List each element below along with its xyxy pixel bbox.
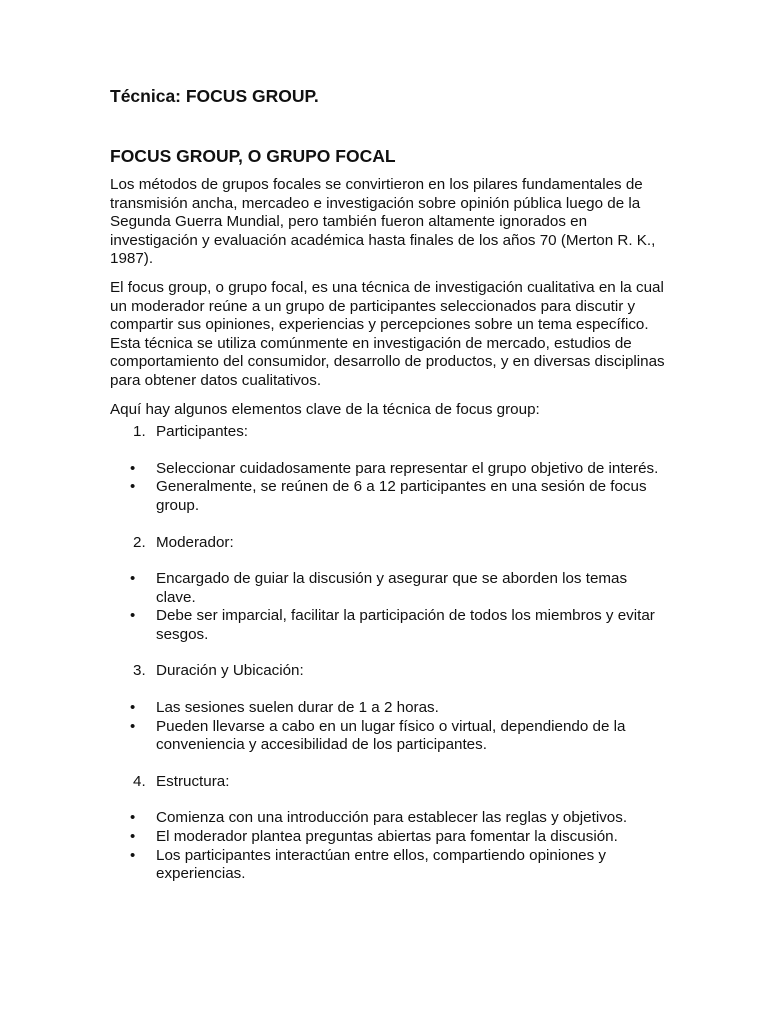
bullet-icon: •	[130, 846, 136, 864]
bullet-list-duracion	[110, 699, 665, 755]
list-item: • Debe ser imparcial, facilitar la participación de todos los miembros y evitar sesgos.	[130, 607, 655, 643]
bullet-list-estructura	[110, 809, 665, 883]
paragraph-intro: Los métodos de grupos focales se convirtieron en los pilares fundamentales de transmisión ancha, mercadeo e investigación sobre opinión pública luego de la Segunda Guerra Mundial, pero también fueron altamente ignorados en investigación y evaluación académica hasta finales de los años 70 (Merton R. K., 1987).	[110, 176, 656, 268]
item-number: 4.	[133, 772, 146, 790]
numbered-item-participantes	[110, 423, 665, 442]
bullet-icon: •	[130, 459, 136, 477]
list-item: • Los participantes interactúan entre ellos, compartiendo opiniones y experiencias.	[130, 846, 606, 883]
numbered-item-estructura	[110, 773, 665, 792]
list-item: • Encargado de guiar la discusión y asegurar que se aborden los temas clave.	[130, 570, 628, 606]
bullet-icon: •	[130, 717, 136, 735]
bullet-icon: •	[130, 699, 136, 717]
list-item: • Pueden llevarse a cabo en un lugar físico o virtual, dependiendo de la conveniencia y accesibilidad de los participantes.	[130, 717, 626, 754]
item-label: Participantes:	[156, 423, 249, 441]
bullet-icon: •	[130, 570, 136, 588]
bullet-icon: •	[130, 478, 136, 496]
list-item: • Seleccionar cuidadosamente para representar el grupo objetivo de interés.	[130, 459, 659, 477]
item-label: Duración y Ubicación:	[156, 662, 304, 680]
item-number: 2.	[133, 533, 146, 551]
paragraph-definition: El focus group, o grupo focal, es una técnica de investigación cualitativa en la cual un moderador reúne a un grupo de participantes seleccionados para discutir y compartir sus opiniones, experiencias y percepciones sobre un tema específico. Esta técnica se utiliza comúnmente en investigación de mercado, estudios de comportamiento del consumidor, desarrollo de productos, y en diversas disciplinas para obtener datos cualitativos.	[110, 278, 665, 389]
document-title: Técnica: FOCUS GROUP.	[110, 86, 319, 106]
section-heading: FOCUS GROUP, O GRUPO FOCAL	[110, 146, 396, 166]
list-item: • Generalmente, se reúnen de 6 a 12 participantes en una sesión de focus group.	[130, 478, 647, 514]
bullet-list-participantes	[110, 460, 665, 516]
list-item: • El moderador plantea preguntas abiertas para fomentar la discusión.	[130, 828, 618, 846]
bullet-icon: •	[130, 607, 136, 625]
numbered-item-moderador	[110, 534, 665, 553]
paragraph-key-elements: Aquí hay algunos elementos clave de la técnica de focus group:	[110, 400, 540, 418]
document-body	[110, 176, 665, 884]
list-item: • Comienza con una introducción para establecer las reglas y objetivos.	[130, 809, 628, 827]
item-number: 3.	[133, 662, 146, 680]
item-number: 1.	[133, 423, 146, 441]
item-label: Estructura:	[156, 772, 230, 790]
bullet-icon: •	[130, 809, 136, 827]
numbered-item-duracion	[110, 662, 665, 681]
item-label: Moderador:	[156, 533, 234, 551]
bullet-list-moderador	[110, 570, 665, 644]
list-item: • Las sesiones suelen durar de 1 a 2 horas.	[130, 699, 439, 717]
bullet-icon: •	[130, 828, 136, 846]
